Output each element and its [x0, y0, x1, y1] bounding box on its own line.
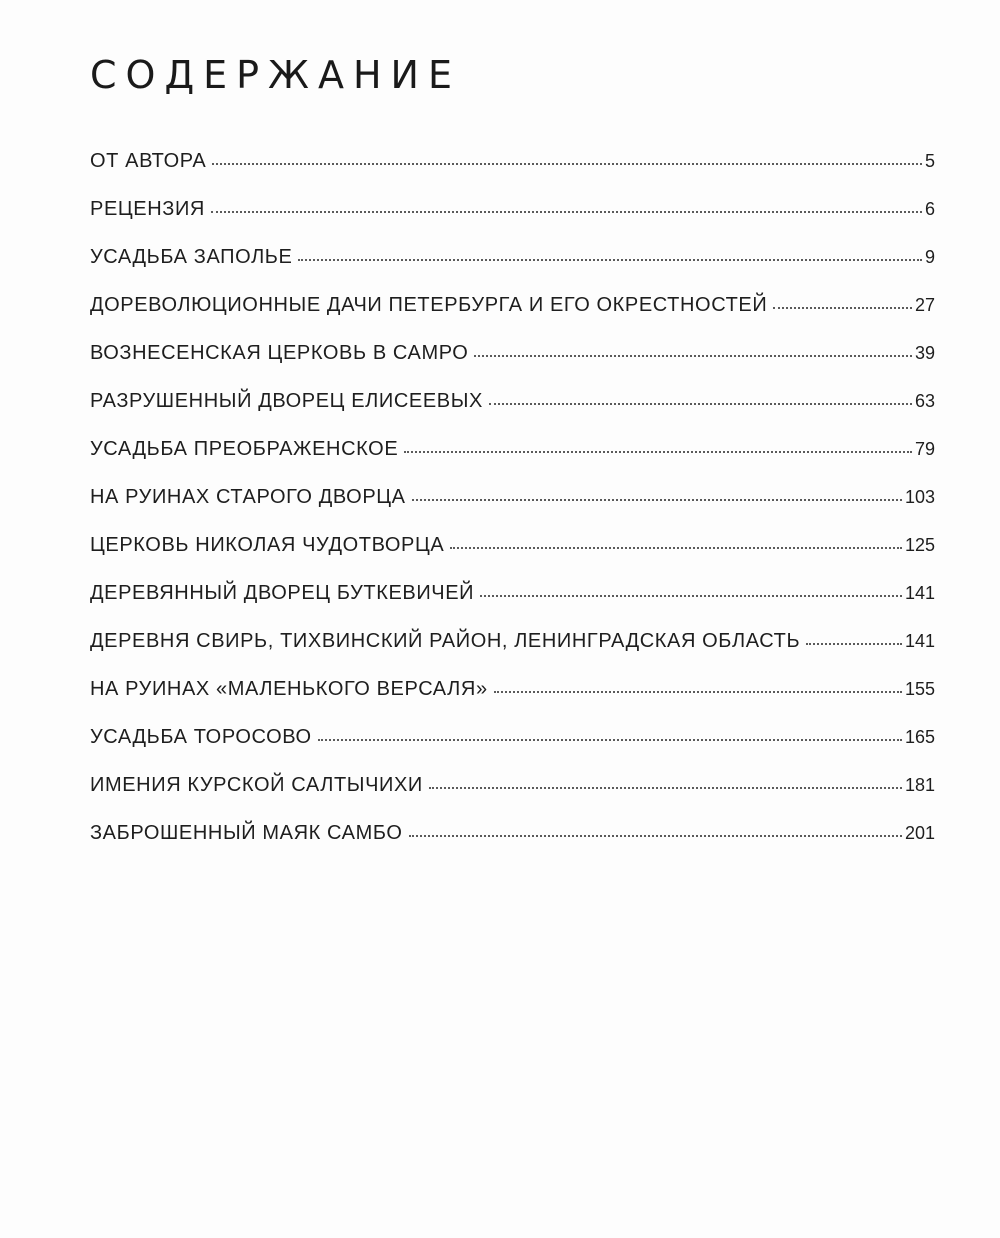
dot-leader — [409, 834, 902, 837]
toc-entry-label: РАЗРУШЕННЫЙ ДВОРЕЦ ЕЛИСЕЕВЫХ — [90, 390, 483, 412]
toc-entry — [90, 342, 935, 390]
toc-entry-page: 79 — [914, 439, 935, 459]
toc-entry-label: ДЕРЕВЯННЫЙ ДВОРЕЦ БУТКЕВИЧЕЙ — [90, 582, 475, 604]
toc-entry-label: ОТ АВТОРА — [90, 150, 207, 172]
dot-leader — [450, 546, 902, 549]
dot-leader — [412, 498, 902, 501]
toc-entry — [90, 582, 935, 630]
toc-entry-page: 201 — [904, 823, 935, 843]
toc-entry — [90, 534, 935, 582]
dot-leader — [474, 354, 912, 357]
toc-entry — [90, 678, 935, 726]
dot-leader — [773, 306, 912, 309]
toc-entry-label: ЗАБРОШЕННЫЙ МАЯК САМБО — [90, 822, 403, 844]
toc-entry-label: УСАДЬБА ТОРОСОВО — [90, 726, 312, 748]
toc-entry-page: 6 — [924, 199, 935, 219]
toc-entry-page: 125 — [904, 535, 935, 555]
toc-entry — [90, 390, 935, 438]
toc-entry-page: 9 — [924, 247, 935, 267]
toc-entry — [90, 630, 935, 678]
toc-entry — [90, 246, 935, 294]
toc-entry-page: 39 — [914, 343, 935, 363]
dot-leader — [298, 258, 922, 261]
toc-entry-label: ДЕРЕВНЯ СВИРЬ, ТИХВИНСКИЙ РАЙОН, ЛЕНИНГРАДСКАЯ ОБЛАСТЬ — [90, 630, 801, 652]
dot-leader — [480, 594, 902, 597]
dot-leader — [806, 642, 902, 645]
toc-entry-label: ИМЕНИЯ КУРСКОЙ САЛТЫЧИХИ — [90, 774, 423, 796]
page-title: СОДЕРЖАНИЕ — [90, 53, 461, 97]
dot-leader — [318, 738, 902, 741]
dot-leader — [212, 162, 922, 165]
toc-entry-page: 27 — [914, 295, 935, 315]
toc-entry-label: ЦЕРКОВЬ НИКОЛАЯ ЧУДОТВОРЦА — [90, 534, 445, 556]
dot-leader — [429, 786, 902, 789]
toc-entry-label: ДОРЕВОЛЮЦИОННЫЕ ДАЧИ ПЕТЕРБУРГА И ЕГО ОКРЕСТНОСТЕЙ — [90, 294, 768, 316]
dot-leader — [211, 210, 922, 213]
toc-entry-page: 181 — [904, 775, 935, 795]
toc-entry — [90, 294, 935, 342]
toc-entry-label: ВОЗНЕСЕНСКАЯ ЦЕРКОВЬ В САМРО — [90, 342, 469, 364]
toc-entry-page: 103 — [904, 487, 935, 507]
toc-entry-label: УСАДЬБА ЗАПОЛЬЕ — [90, 246, 293, 268]
dot-leader — [404, 450, 912, 453]
toc-entry-label: УСАДЬБА ПРЕОБРАЖЕНСКОЕ — [90, 438, 399, 460]
toc-entry-label: НА РУИНАХ СТАРОГО ДВОРЦА — [90, 486, 406, 508]
toc-entry — [90, 726, 935, 774]
toc-entry-page: 165 — [904, 727, 935, 747]
toc-entry — [90, 822, 935, 870]
toc-entry-label: РЕЦЕНЗИЯ — [90, 198, 205, 220]
toc-entry-page: 141 — [904, 631, 935, 651]
toc-entry-page: 63 — [914, 391, 935, 411]
dot-leader — [489, 402, 912, 405]
toc-entry — [90, 150, 935, 198]
toc-entry-label: НА РУИНАХ «МАЛЕНЬКОГО ВЕРСАЛЯ» — [90, 678, 488, 700]
toc-list — [90, 150, 935, 870]
toc-entry — [90, 198, 935, 246]
toc-entry — [90, 774, 935, 822]
dot-leader — [494, 690, 902, 693]
toc-entry-page: 5 — [924, 151, 935, 171]
toc-entry-page: 141 — [904, 583, 935, 603]
toc-entry — [90, 438, 935, 486]
toc-entry — [90, 486, 935, 534]
toc-entry-page: 155 — [904, 679, 935, 699]
